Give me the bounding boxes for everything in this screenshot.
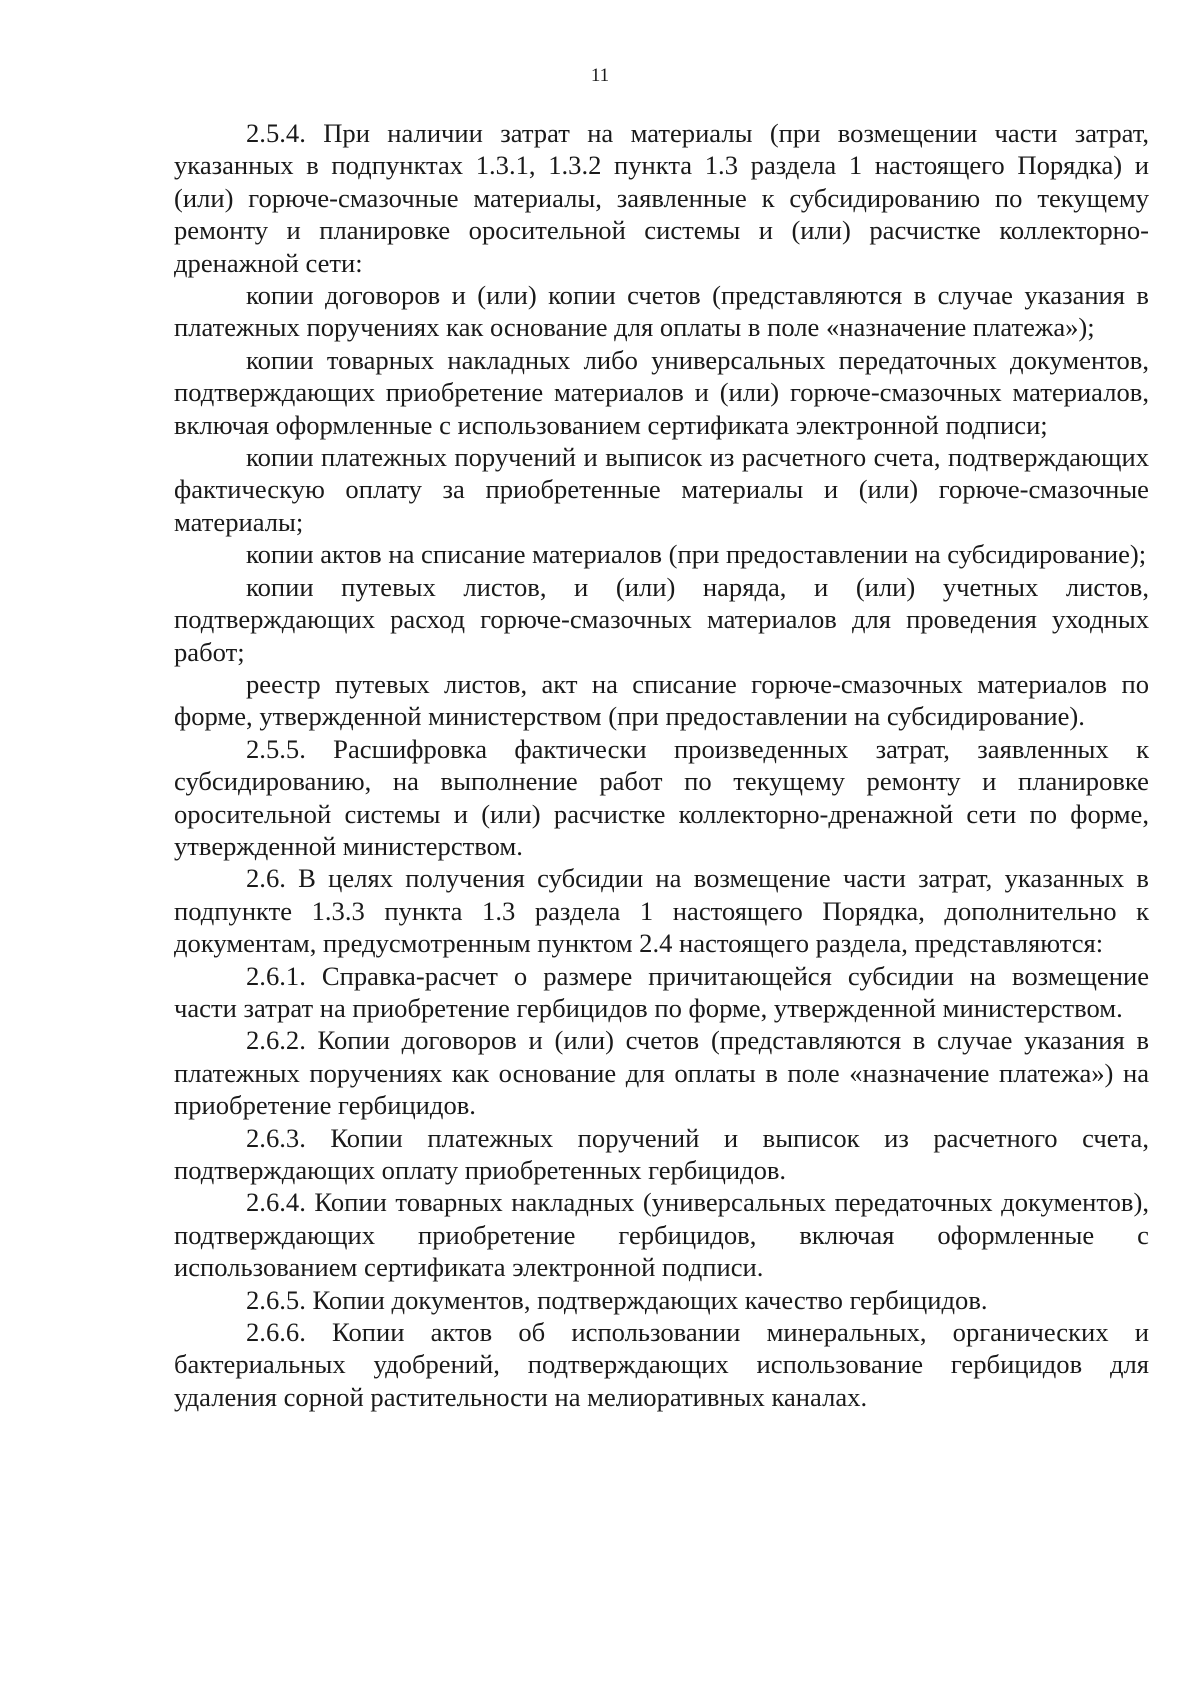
paragraph-waybill-copies: копии товарных накладных либо универсальных передаточных документов, подтверждающих приобретение материалов и (или) горюче-смазочных материалов, включая оформленные с использованием сертификата электронной подписи; xyxy=(174,344,1149,440)
paragraph-2-6: 2.6. В целях получения субсидии на возмещение части затрат, указанных в подпункте 1.3.3 пункта 1.3 раздела 1 настоящего Порядка, дополнительно к документам, предусмотренным пунктом 2.4 настоящего раздела, представляются: xyxy=(174,863,1149,959)
paragraph-2-6-2: 2.6.2. Копии договоров и (или) счетов (представляются в случае указания в платежных поручениях как основание для оплаты в поле «назначение платежа») на приобретение гербицидов. xyxy=(174,1025,1149,1121)
paragraph-contract-copies: копии договоров и (или) копии счетов (представляются в случае указания в платежных поручениях как основание для оплаты в поле «назначение платежа»); xyxy=(174,280,1149,343)
paragraph-2-6-3: 2.6.3. Копии платежных поручений и выписок из расчетного счета, подтверждающих оплату приобретенных гербицидов. xyxy=(174,1122,1149,1185)
page-number: 11 xyxy=(590,65,610,86)
paragraph-2-5-5: 2.5.5. Расшифровка фактически произведенных затрат, заявленных к субсидированию, на выполнение работ по текущему ремонту и планировке оросительной системы и (или) расчистке коллекторно-дренажной сети по форме, утвержденной министерством. xyxy=(174,733,1149,861)
paragraph-2-6-1: 2.6.1. Справка-расчет о размере причитающейся субсидии на возмещение части затрат на приобретение гербицидов по форме, утвержденной министерством. xyxy=(174,960,1149,1023)
paragraph-payment-order-copies: копии платежных поручений и выписок из расчетного счета, подтверждающих фактическую оплату за приобретенные материалы и (или) горюче-смазочные материалы; xyxy=(174,442,1149,537)
document-body xyxy=(174,117,1149,1413)
paragraph-2-5-4: 2.5.4. При наличии затрат на материалы (при возмещении части затрат, указанных в подпунктах 1.3.1, 1.3.2 пункта 1.3 раздела 1 настоящего Порядка) и (или) горюче-смазочные материалы, заявленные к субсидированию по текущему ремонту и планировке оросительной системы и (или) расчистке коллекторно-дренажной сети: xyxy=(174,118,1149,278)
paragraph-2-6-6: 2.6.6. Копии актов об использовании минеральных, органических и бактериальных удобрений, подтверждающих использование гербицидов для удаления сорной растительности на мелиоративных каналах. xyxy=(174,1317,1149,1412)
paragraph-travel-sheet-register: реестр путевых листов, акт на списание горюче-смазочных материалов по форме, утвержденной министерством (при предоставлении на субсидирование). xyxy=(174,668,1149,732)
paragraph-write-off-act-copies: копии актов на списание материалов (при предоставлении на субсидирование); xyxy=(246,539,1147,570)
paragraph-2-6-5: 2.6.5. Копии документов, подтверждающих качество гербицидов. xyxy=(246,1284,988,1315)
paragraph-travel-sheet-copies: копии путевых листов, и (или) наряда, и (или) учетных листов, подтверждающих расход горюче-смазочных материалов для проведения уходных работ; xyxy=(174,571,1149,667)
paragraph-2-6-4: 2.6.4. Копии товарных накладных (универсальных передаточных документов), подтверждающих приобретение гербицидов, включая оформленные с использованием сертификата электронной подписи. xyxy=(174,1187,1149,1283)
